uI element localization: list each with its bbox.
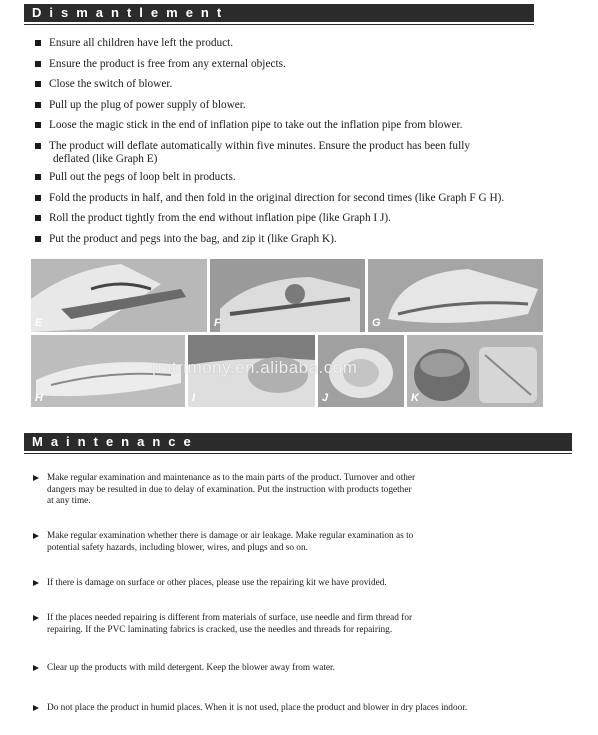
square-bullet-icon	[35, 143, 41, 149]
square-bullet-icon	[35, 40, 41, 46]
list-item: If the places needed repairing is different from materials of surface, use needle and firm thread for repairing. If the PVC laminating fabrics is cracked, use the needles and threads for repairing.	[33, 613, 572, 636]
square-bullet-icon	[35, 102, 41, 108]
square-bullet-icon	[35, 215, 41, 221]
maintenance-heading: Maintenance	[24, 433, 572, 451]
photo-label: F	[214, 317, 221, 329]
triangle-bullet-icon	[33, 533, 39, 539]
list-item: Fold the products in half, and then fold in the original direction for second times (like Graph F G H).	[33, 192, 593, 205]
triangle-bullet-icon	[33, 615, 39, 621]
square-bullet-icon	[35, 81, 41, 87]
square-bullet-icon	[35, 236, 41, 242]
photo-e	[31, 259, 207, 332]
folded-product-image	[210, 259, 365, 332]
list-item: Pull out the pegs of loop belt in products.	[33, 171, 593, 184]
list-item: Ensure all children have left the product.	[33, 37, 593, 50]
list-item: If there is damage on surface or other places, please use the repairing kit we have provided.	[33, 578, 572, 590]
triangle-bullet-icon	[33, 705, 39, 711]
square-bullet-icon	[35, 174, 41, 180]
photo-grid	[31, 259, 543, 409]
list-item: Make regular examination whether there is damage or air leakage. Make regular examination as to potential safety hazards, including blower, wires, and plugs and so on.	[33, 531, 572, 554]
list-item: Make regular examination and maintenance as to the main parts of the product. Turnover and other dangers may be resulted in due to delay of examination. Put the instruction with products together at any time.	[33, 473, 572, 508]
photo-f	[210, 259, 365, 332]
photo-label: J	[322, 392, 329, 404]
list-item: Pull up the plug of power supply of blower.	[33, 99, 593, 112]
square-bullet-icon	[35, 122, 41, 128]
dismantlement-steps	[33, 37, 593, 253]
list-item: Put the product and pegs into the bag, and zip it (like Graph K).	[33, 233, 593, 246]
deflated-product-image	[31, 259, 207, 332]
list-item: Loose the magic stick in the end of inflation pipe to take out the inflation pipe from blower.	[33, 119, 593, 132]
list-item: Close the switch of blower.	[33, 78, 593, 91]
photo-k	[407, 335, 543, 407]
triangle-bullet-icon	[33, 580, 39, 586]
photo-g	[368, 259, 543, 332]
triangle-bullet-icon	[33, 665, 39, 671]
storage-bag-image	[407, 335, 543, 407]
list-item: Do not place the product in humid places. When it is not used, place the product and blower in dry places indoor.	[33, 703, 587, 715]
list-item: Clear up the products with mild detergent. Keep the blower away from water.	[33, 663, 572, 675]
square-bullet-icon	[35, 61, 41, 67]
list-item: Roll the product tightly from the end without inflation pipe (like Graph I J).	[33, 212, 593, 225]
dismantlement-heading: Dismantlement	[24, 4, 534, 22]
square-bullet-icon	[35, 195, 41, 201]
photo-label: E	[35, 317, 43, 329]
photo-label: K	[411, 392, 419, 404]
list-item: The product will deflate automatically within five minutes. Ensure the product has been fully deflated (like Graph E)	[33, 140, 593, 166]
photo-label: H	[35, 392, 43, 404]
list-item: Ensure the product is free from any external objects.	[33, 58, 593, 71]
watermark-text: patrimony.en.alibaba.com	[152, 358, 358, 377]
photo-label: G	[372, 317, 381, 329]
folded-twice-product-image	[368, 259, 543, 332]
photo-label: I	[192, 392, 196, 404]
triangle-bullet-icon	[33, 475, 39, 481]
